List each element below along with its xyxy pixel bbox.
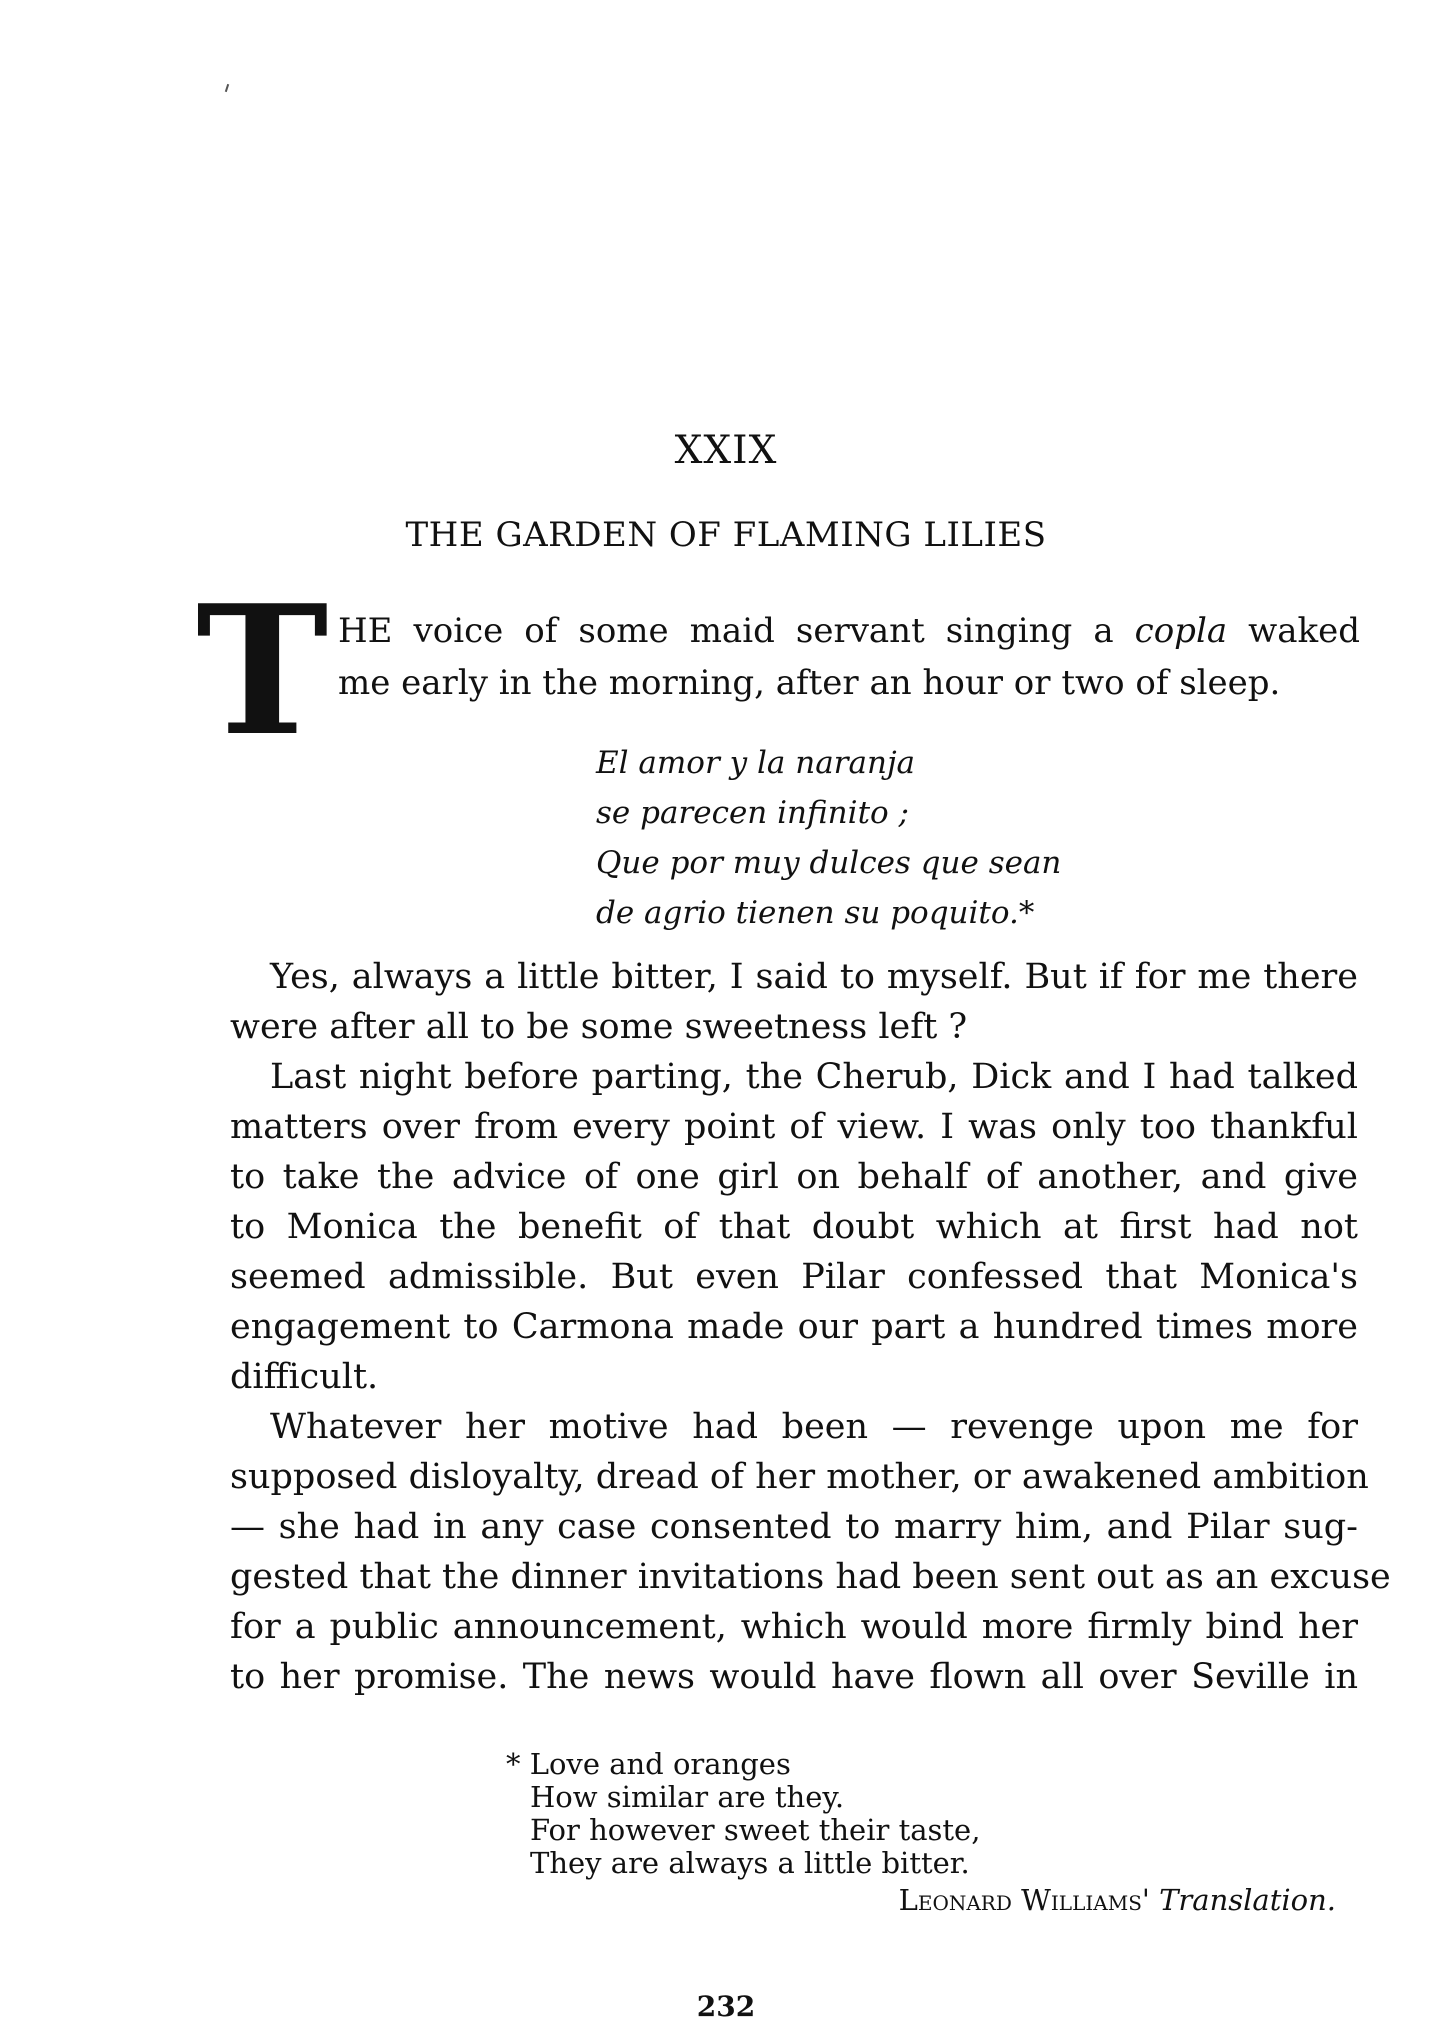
verse-line: se parecen infinito ; [596,795,909,831]
opening-italic-word: copla [1134,611,1228,651]
footnote-line: They are always a little bitter. [530,1846,970,1880]
footnote-line: * Love and oranges [506,1747,791,1781]
verse-line: Que por muy dulces que sean [596,845,1062,881]
footnote [506,1748,1366,1917]
chapter-number: XXIX [674,428,778,473]
paragraph [190,1402,1391,1702]
credit-name: Leonard Williams' [898,1883,1150,1917]
page-number: 232 [696,1990,756,2023]
footnote-line: How similar are they. [530,1780,845,1814]
opening-line-1 [338,608,1360,654]
text-line: to her promise. The news would have flown all over Seville in [230,1657,1358,1697]
paragraph [190,952,1358,1052]
text-line: engagement to Carmona made our part a hundred times more [230,1307,1358,1347]
text-line: matters over from every point of view. I was only too thankful [230,1107,1358,1147]
text-line: Yes, always a little bitter, I said to myself. But if for me there [270,957,1358,997]
stray-mark [225,84,229,92]
body-text [190,952,1391,1702]
text-line: difficult. [230,1357,379,1397]
verse-block [596,738,1061,938]
credit-italic: Translation. [1159,1883,1336,1917]
verse-line: de agrio tienen su poquito.* [596,895,1035,931]
text-line: to take the advice of one girl on behalf of another, and give [230,1157,1358,1197]
text-line: Whatever her motive had been — revenge upon me for [270,1407,1358,1447]
text-line: for a public announcement, which would more firmly bind her [230,1607,1358,1647]
text-line: — she had in any case consented to marry him, and Pilar sug- [230,1507,1358,1547]
text-line: were after all to be some sweetness left ? [230,1007,968,1047]
chapter-title: THE GARDEN OF FLAMING LILIES [405,515,1047,555]
opening-line-2: me early in the morning, after an hour or two of sleep. [338,663,1281,703]
opening-text-end: waked [1227,611,1360,651]
text-line: to Monica the benefit of that doubt which at first had not [230,1207,1358,1247]
text-line: Last night before parting, the Cherub, Dick and I had talked [270,1057,1358,1097]
footnote-credit [506,1884,1366,1917]
text-line: supposed disloyalty, dread of her mother, or awakened ambition [230,1457,1369,1497]
footnote-line: For however sweet their taste, [530,1813,981,1847]
verse-line: El amor y la naranja [596,745,916,781]
text-line: gested that the dinner invitations had been sent out as an excuse [230,1557,1391,1597]
opening-text: HE voice of some maid servant singing a [338,611,1135,651]
paragraph [190,1052,1358,1402]
drop-cap: T [196,566,329,775]
text-line: seemed admissible. But even Pilar confessed that Monica's [230,1257,1358,1297]
